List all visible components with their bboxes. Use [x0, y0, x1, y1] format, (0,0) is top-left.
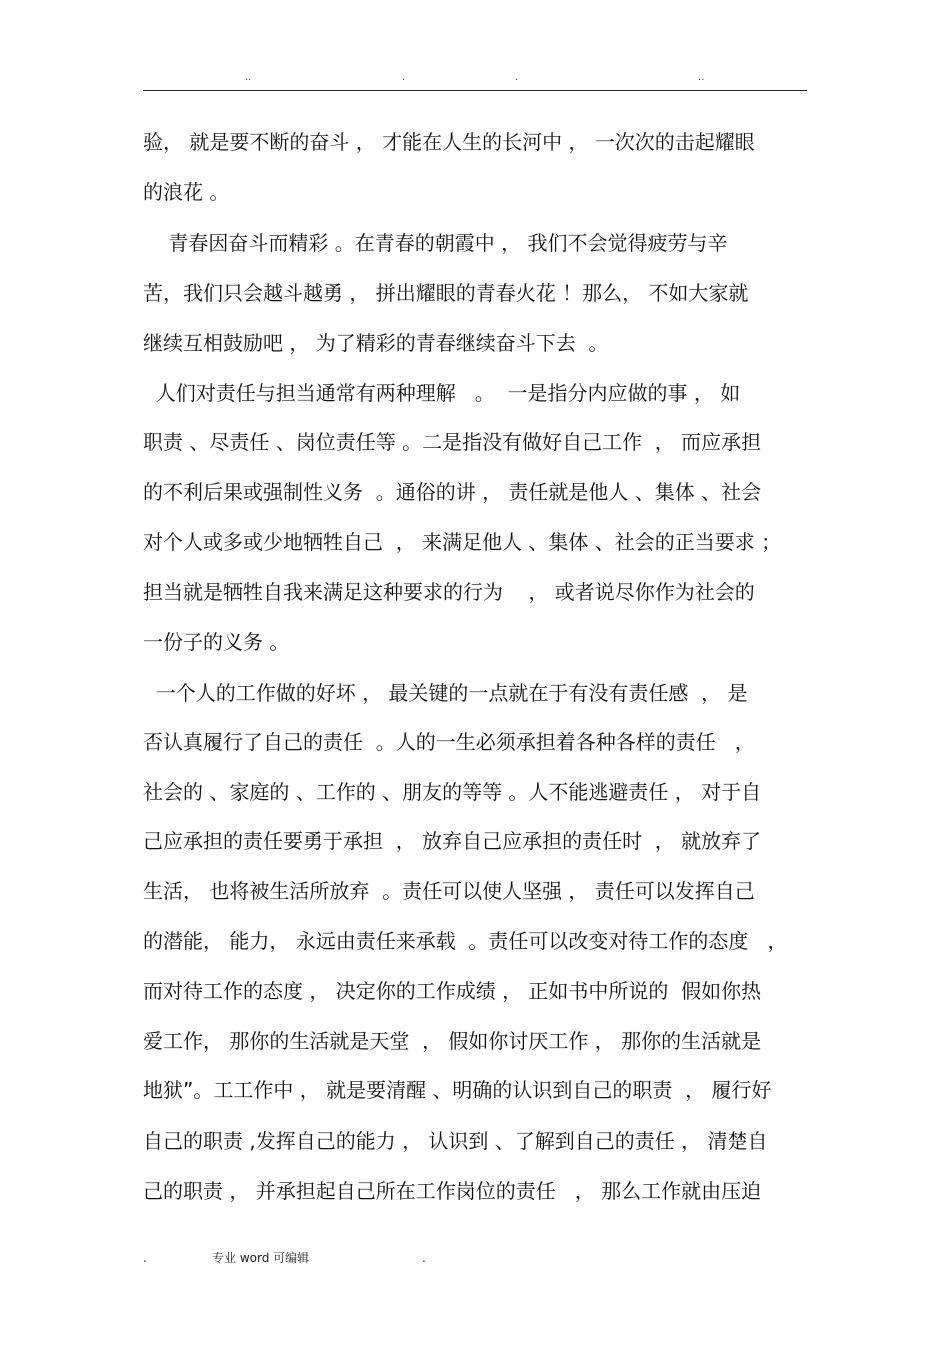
text-line: 青春因奋斗而精彩 。在青春的朝霞中 ， 我们不会觉得疲劳与辛 — [143, 231, 728, 255]
header-divider — [143, 90, 807, 91]
text-line: 社会的 、家庭的 、工作的 、朋友的等等 。人不能逃避责任 ， 对于自 — [143, 780, 762, 804]
text-line: 而对待工作的态度 ， 决定你的工作成绩 ， 正如书中所说的 假如你热 — [143, 979, 762, 1003]
text-line: 对个人或多或少地牺牲自己 ， 来满足他人 、集体 、社会的正当要求 ； — [143, 530, 782, 554]
header-mark: . — [515, 72, 519, 83]
text-line: 一份子的义务 。 — [143, 630, 290, 654]
text-line: 自己的职责 ,发挥自己的能力 ， 认识到 、了解到自己的责任 ， 清楚自 — [143, 1129, 768, 1153]
text-line: 己的职责 ， 并承担起自己所在工作岗位的责任 ， 那么工作就由压迫 — [143, 1179, 762, 1203]
text-line: 否认真履行了自己的责任 。人的一生必须承担着各种各样的责任 ， — [143, 730, 755, 754]
header-mark: . — [402, 72, 406, 83]
text-line: 的浪花 。 — [143, 180, 230, 204]
text-line: 担当就是牺牲自我来满足这种要求的行为 ， 或者说尽你作为社会的 — [143, 580, 755, 604]
text-line: 生活， 也将被生活所放弃 。责任可以使人坚强 ， 责任可以发挥自己 — [143, 879, 755, 903]
footer-left-mark: . — [143, 1251, 147, 1265]
header-mark: .. — [245, 72, 252, 83]
footer-label: 专业 word 可编辑 — [212, 1251, 310, 1265]
text-line: 苦，我们只会越斗越勇 ， 拼出耀眼的青春火花 ！那么， 不如大家就 — [143, 281, 749, 305]
text-line: 地狱”。工工作中 ， 就是要清醒 、明确的认识到自己的职责 ， 履行好 — [143, 1078, 772, 1102]
text-line: 验， 就是要不断的奋斗 ， 才能在人生的长河中 ， 一次次的击起耀眼 — [143, 130, 755, 154]
text-line: 职责 、尽责任 、岗位责任等 。二是指没有做好自己工作 ， 而应承担 — [143, 430, 762, 454]
footer-right-mark: . — [422, 1251, 426, 1265]
text-line: 一个人的工作做的好坏 ， 最关键的一点就在于有没有责任感 ， 是 — [143, 681, 748, 705]
text-line: 的不利后果或强制性义务 。通俗的讲 ， 责任就是他人 、集体 、社会 — [143, 480, 762, 504]
text-line: 继续互相鼓励吧 ， 为了精彩的青春继续奋斗下去 。 — [143, 331, 609, 355]
text-line: 人们对责任与担当通常有两种理解 。 一是指分内应做的事 ， 如 — [143, 381, 741, 405]
page-footer — [0, 1250, 950, 1270]
text-line: 爱工作， 那你的生活就是天堂 ， 假如你讨厌工作 ， 那你的生活就是 — [143, 1029, 762, 1053]
header-marks — [0, 72, 950, 88]
header-mark: .. — [698, 72, 705, 83]
text-line: 的潜能， 能力， 永远由责任来承载 。责任可以改变对待工作的态度 ， — [143, 929, 788, 953]
text-line: 己应承担的责任要勇于承担 ， 放弃自己应承担的责任时 ， 就放弃了 — [143, 829, 762, 853]
